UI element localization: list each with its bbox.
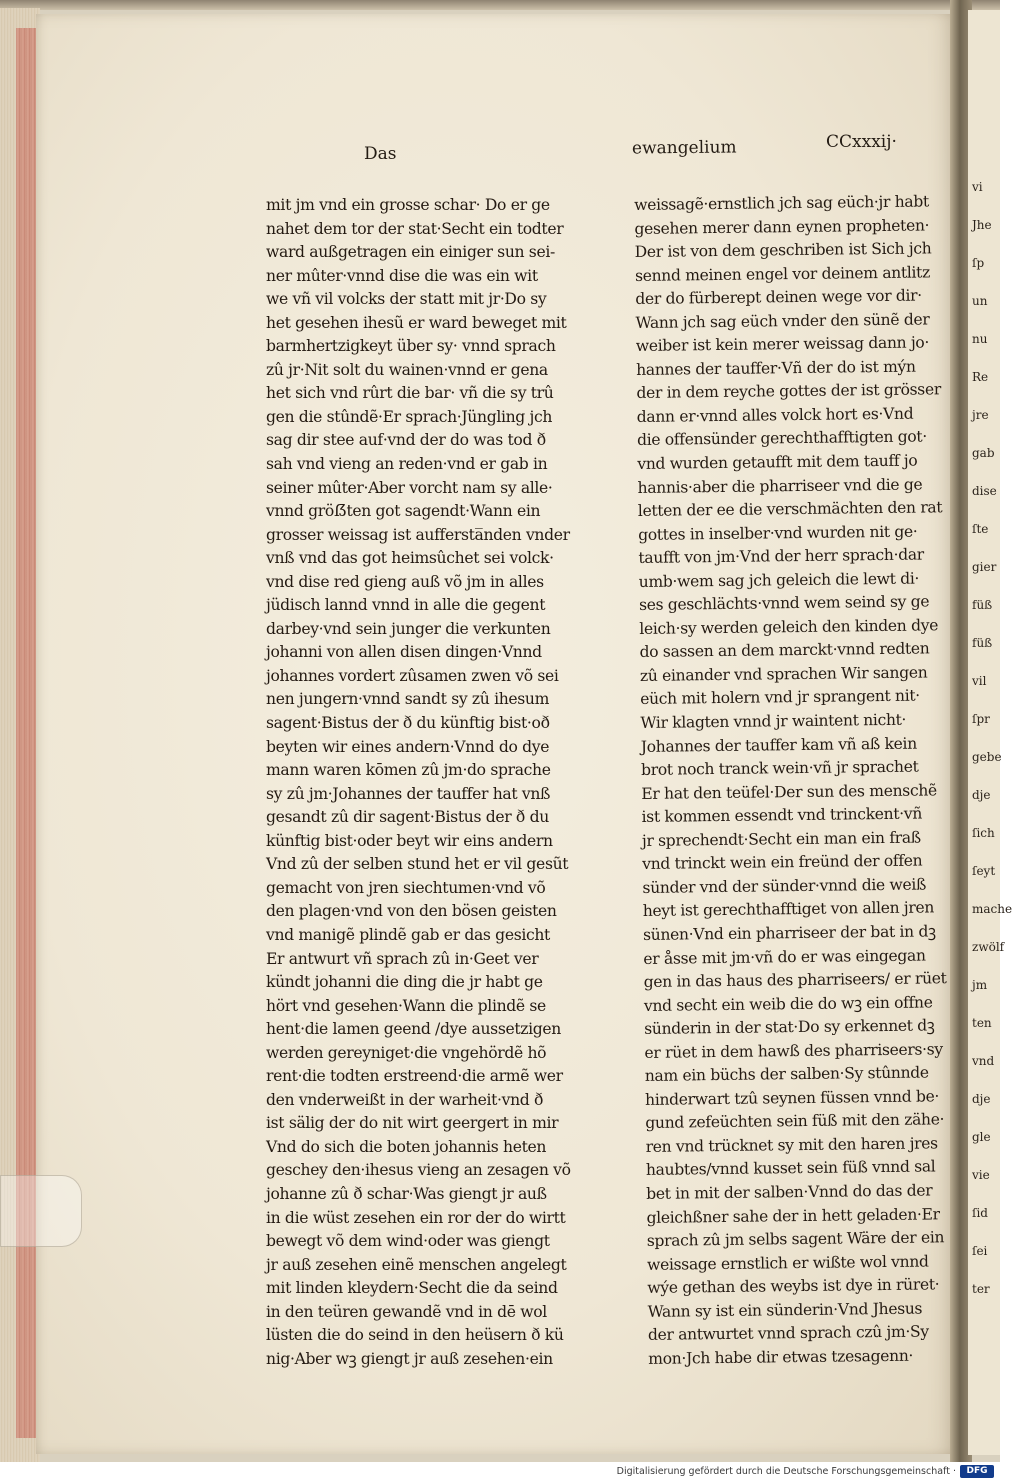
text-line: nig·Aber wꝫ giengt jr auß zesehen·ein — [266, 1349, 553, 1368]
text-line: johannes vordert zûsamen zwen võ sei — [266, 666, 559, 685]
adjacent-page-text: füß — [972, 598, 993, 612]
adjacent-page-text: Re — [972, 370, 989, 384]
text-line: sünder vnd der sünder·vnnd die weiß — [642, 875, 927, 897]
dfg-logo: DFG — [960, 1465, 994, 1478]
funding-credit: Digitalisierung gefördert durch die Deutsche Forschungsgemeinschaft · — [616, 1466, 956, 1477]
book-page — [36, 14, 960, 1454]
text-line: nen jungern·vnnd sandt sy zû ihesum — [266, 690, 550, 709]
text-line: Wann jch sag eüch vnder den sünẽ der — [635, 310, 930, 332]
adjacent-page-text: füß — [972, 636, 993, 650]
text-line: leich·sy werden geleich den kinden dye — [639, 616, 939, 638]
text-line: gleichßner sahe der in hett geladen·Er — [646, 1204, 940, 1227]
text-line: vnd manigẽ plindẽ gab er das gesicht — [266, 925, 550, 944]
text-line: eüch mit holern vnd jr sprangent nit· — [640, 687, 920, 709]
text-line: weissagẽ·ernstlich jch sag eüch·jr habt — [634, 192, 929, 214]
text-line: weiber ist kein merer weissag dann jo· — [635, 333, 930, 356]
text-line: het sich vnd rûrt die bar· vñ die sy trû — [266, 384, 554, 403]
text-line: hannes der tauffer·Vñ der do ist mýn — [636, 357, 916, 379]
adjacent-page-text: ſei — [972, 1244, 988, 1258]
text-line: Vnd do sich die boten johannis heten — [266, 1137, 547, 1156]
text-line: darbey·vnd sein junger die verkunten — [266, 619, 551, 638]
text-line: Der ist von dem geschriben ist Sich jch — [634, 239, 932, 262]
adjacent-page-text: un — [972, 294, 988, 308]
text-line: taufft von jm·Vnd der herr sprach·dar — [638, 545, 924, 568]
text-line: den vnderweißt in der warheit·vnd ð — [266, 1090, 544, 1109]
text-line: sprach zû jm selbs sagent Wäre der ein — [646, 1228, 945, 1250]
text-line: hört vnd gesehen·Wann die plindẽ se — [266, 996, 546, 1015]
adjacent-page-fragment — [968, 10, 1012, 1455]
adjacent-page-text: gier — [972, 560, 997, 574]
text-line: ses geschlächts·vnnd wem seind sy ge — [638, 592, 930, 615]
text-line: weissage ernstlich er wißte wol vnnd — [646, 1252, 929, 1274]
text-line: den plagen·vnd von den bösen geisten — [266, 902, 557, 921]
text-line: werden gereyniget·die vngehördẽ hõ — [266, 1043, 547, 1062]
adjacent-page-text: gab — [972, 446, 995, 460]
text-line: ren vnd trücknet sy mit den haren jres — [645, 1134, 938, 1156]
text-line: ist kommen essendt vnd trinckent·vñ — [641, 804, 923, 827]
text-line: jr auß zesehen einẽ menschen angelegt — [266, 1255, 567, 1274]
text-column-left — [266, 194, 571, 1371]
text-line: barmhertzigkeyt über sy· vnnd sprach — [266, 337, 556, 356]
text-line: gen in das haus des pharriseers/ er rüet — [643, 969, 947, 991]
text-line: johanne zû ð schar·Was giengt jr auß — [266, 1184, 547, 1203]
text-line: hinderwart tzû seynen füssen vnnd be· — [644, 1087, 940, 1109]
text-line: ward außgetragen ein einiger sun sei- — [266, 243, 555, 262]
text-line: we vñ vil volcks der statt mit jr·Do sy — [266, 290, 547, 309]
adjacent-page-text: nu — [972, 332, 988, 346]
text-line: sag dir stee auf·vnd der do was tod ð — [266, 431, 546, 450]
adjacent-page-text: mache — [972, 902, 1012, 916]
text-line: ist sälig der do nit wirt geergert in mir — [266, 1114, 559, 1133]
text-line: bet in mit der salben·Vnnd do das der — [646, 1181, 933, 1203]
text-line: zû jr·Nit solt du wainen·vnnd er gena — [266, 360, 548, 379]
text-line: gen die stûndẽ·Er sprach·Jüngling jch — [266, 407, 553, 426]
text-line: geschey den·ihesus vieng an zesagen võ — [266, 1161, 571, 1180]
adjacent-page-text: jre — [972, 408, 989, 422]
adjacent-page-text: vil — [972, 674, 987, 688]
text-line: heyt ist gerechthafftiget von allen jren — [642, 898, 935, 921]
adjacent-page-text: ſeyt — [972, 864, 996, 878]
text-line: ner mûter·vnnd dise die was ein wit — [266, 266, 538, 285]
text-line: vnß vnd das got heimsûchet sei volck· — [266, 549, 554, 568]
text-line: Vnd zû der selben stund het er vil gesũt — [266, 855, 569, 874]
folio-number: CCxxxij· — [826, 132, 897, 152]
text-line: bewegt võ dem wind·oder was giengt — [266, 1232, 550, 1251]
book-top-edge — [0, 0, 1000, 10]
text-line: er åsse mit jm·vñ do er was eingegan — [643, 945, 926, 968]
text-line: nahet dem tor der stat·Secht ein todter — [266, 219, 564, 238]
text-line: gund zefeüchten sein füß mit den zähe· — [645, 1110, 945, 1133]
text-line: sünderin in der stat·Do sy erkennet dꝫ — [644, 1016, 935, 1039]
text-line: gemacht von jren siechtumen·vnd võ — [266, 878, 546, 897]
text-line: lüsten die do seind in den heüsern ð kü — [266, 1326, 564, 1345]
text-line: johanni von allen disen dingen·Vnnd — [266, 643, 542, 662]
text-line: mann waren kōmen zû jm·do sprache — [266, 761, 551, 780]
text-line: letten der ee die verschmächten den rat — [637, 498, 943, 521]
text-line: sünen·Vnd ein pharriseer der bat in dꝫ — [642, 922, 936, 944]
text-line: jüdisch lannd vnnd in alle die gegent — [266, 596, 546, 615]
text-line: hannis·aber die pharriseer vnd die ge — [637, 475, 923, 497]
text-line: die offensünder gerechthafftigten got· — [636, 427, 928, 450]
running-head-center: ewangelium — [631, 137, 737, 159]
text-line: do sassen an dem marckt·vnnd redten — [639, 639, 930, 662]
text-line: nam ein büchs der salben·Sy stûnnde — [644, 1063, 929, 1086]
text-line: Wann sy ist ein sünderin·Vnd Jhesus — [647, 1299, 923, 1321]
page-clip — [0, 1175, 82, 1247]
digitization-footer — [0, 1462, 1000, 1482]
adjacent-page-text: ſpr — [972, 712, 990, 726]
text-line: vnd secht ein weib die do wꝫ ein offne — [643, 993, 933, 1015]
text-line: zû einander vnd sprachen Wir sangen — [639, 663, 928, 685]
text-line: in den teüren gewandẽ vnd in dē wol — [266, 1302, 547, 1321]
text-line: dann er·vnnd alles volck hort es·Vnd — [636, 404, 914, 426]
text-line: sy zû jm·Johannes der tauffer hat vnß — [266, 784, 551, 803]
text-line: sagent·Bistus der ð du künftig bist·oð — [266, 714, 550, 733]
text-line: seiner mûter·Aber vorcht nam sy alle· — [266, 478, 553, 497]
adjacent-page-text: ſte — [972, 522, 989, 536]
text-line: gesandt zû dir sagent·Bistus der ð du — [266, 808, 549, 827]
text-line: vnd trinckt wein ein freünd der offen — [642, 851, 923, 874]
text-line: vnnd gröẞten got sagendt·Wann ein — [266, 502, 541, 521]
text-line: vnd dise red gieng auß võ jm in alles — [266, 572, 544, 591]
text-line: Johannes der tauffer kam vñ aß kein — [640, 734, 917, 756]
adjacent-page-text: dise — [972, 484, 997, 498]
adjacent-page-text: zwölf — [972, 940, 1005, 954]
text-line: Er antwurt vñ sprach zû in·Geet ver — [266, 949, 539, 968]
text-line: grosser weissag ist auffersta̅nden vnder — [266, 525, 570, 544]
adjacent-page-text: ſid — [972, 1206, 988, 1220]
text-line: gottes in inselber·vnd wurden nit ge· — [638, 522, 918, 544]
text-line: der do fürberept deinen wege vor dir· — [635, 286, 922, 309]
text-line: mit jm vnd ein grosse schar· Do er ge — [266, 196, 550, 214]
text-line: Er hat den teüfel·Der sun des menschẽ — [641, 781, 937, 803]
text-line: rent·die todten erstreend·die armẽ wer — [266, 1067, 563, 1086]
text-line: er rüet in dem hawß des pharriseers·sy — [644, 1039, 943, 1062]
text-line: vnd wurden getaufft mit dem tauff jo — [637, 451, 918, 473]
text-line: der antwurtet vnnd sprach czû jm·Sy — [647, 1322, 929, 1345]
adjacent-page-text: Jhe — [972, 218, 992, 232]
adjacent-page-text: vnd — [972, 1054, 995, 1068]
text-line: in die wüst zesehen ein ror der do wirtt — [266, 1208, 566, 1227]
text-line: jr sprechendt·Secht ein man ein fraß — [641, 828, 921, 850]
text-line: der in dem reyche gottes der ist grösser — [636, 380, 941, 403]
text-line: mon·Jch habe dir etwas tzesagenn· — [648, 1346, 914, 1368]
text-line: gesehen merer dann eynen propheten· — [634, 215, 930, 238]
adjacent-page-text: ſich — [972, 826, 995, 840]
adjacent-page-text: gle — [972, 1130, 991, 1144]
adjacent-page-text: vi — [972, 180, 983, 194]
text-line: haubtes/vnnd kusset sein füß vnnd sal — [645, 1157, 936, 1180]
text-line: sah vnd vieng an reden·vnd er gab in — [266, 455, 548, 474]
text-line: sennd meinen engel vor deinem antlitz — [634, 263, 930, 285]
text-line: brot noch tranck wein·vñ jr sprachet — [640, 757, 919, 780]
running-head-left: Das — [364, 144, 397, 164]
adjacent-page-text: gebe — [972, 750, 1002, 764]
text-line: mit linden kleydern·Secht die da seind — [266, 1279, 558, 1298]
text-line: Wir klagten vnnd jr waintent nicht· — [640, 710, 907, 732]
text-line: beyten wir eines andern·Vnnd do dye — [266, 737, 550, 756]
adjacent-page-text: ſp — [972, 256, 985, 270]
adjacent-page-text: vie — [972, 1168, 990, 1182]
text-line: wýe gethan des weybs ist dye in rüret· — [647, 1275, 940, 1298]
adjacent-page-text: dje — [972, 788, 991, 802]
text-line: künftig bist·oder beyt wir eins andern — [266, 831, 553, 850]
text-line: hent·die lamen geend /dye aussetzigen — [266, 1020, 561, 1039]
text-line: het gesehen ihesũ er ward beweget mit — [266, 313, 567, 332]
adjacent-page-text: ten — [972, 1016, 992, 1030]
text-line: kündt johanni die ding die jr habt ge — [266, 973, 543, 992]
adjacent-page-text: ter — [972, 1282, 990, 1296]
adjacent-page-text: dje — [972, 1092, 991, 1106]
text-column-right — [634, 190, 953, 1371]
text-line: umb·wem sag jch geleich die lewt di· — [638, 569, 920, 591]
adjacent-page-text: jm — [972, 978, 988, 992]
